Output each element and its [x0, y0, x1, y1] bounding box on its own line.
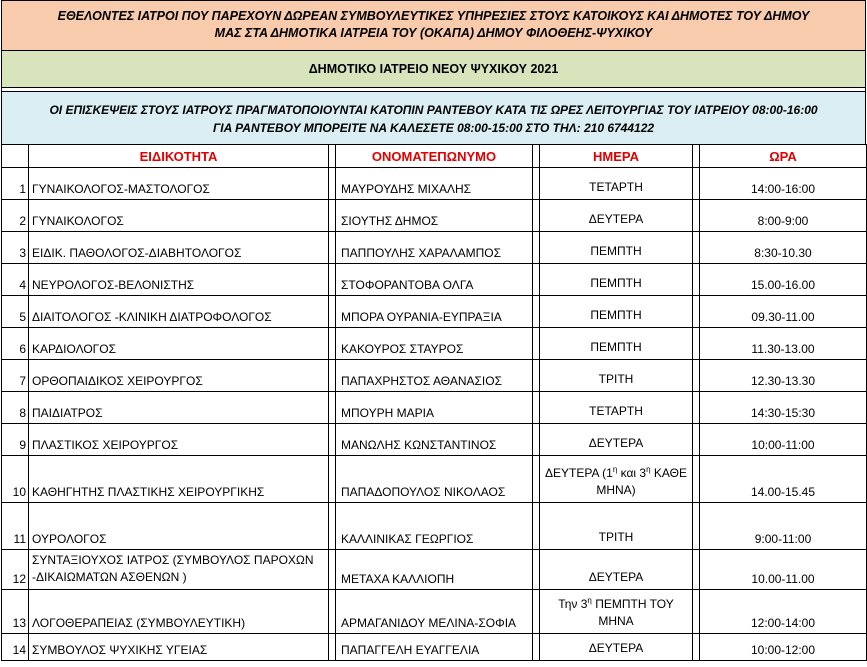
- time-cell[interactable]: 11.30-13.00: [700, 328, 867, 360]
- day-cell[interactable]: ΔΕΥΤΕΡΑ: [540, 550, 693, 590]
- table-header-row: [2, 145, 867, 168]
- col-header-name[interactable]: ΟΝΟΜΑΤΕΠΩΝΥΜΟ: [336, 145, 533, 168]
- name-cell[interactable]: ΜΑΥΡΟΥΔΗΣ ΜΙΧΑΛΗΣ: [336, 168, 533, 200]
- specialty-cell[interactable]: ΣΥΝΤΑΞΙΟΥΧΟΣ ΙΑΤΡΟΣ (ΣΥΜΒΟΥΛΟΣ ΠΑΡΟΧΩΝ -ΔΙΚΑΙΩΜΑΤΩΝ ΑΣΘΕΝΩΝ ): [29, 550, 329, 590]
- time-cell[interactable]: 12.30-13.30: [700, 360, 867, 392]
- row-number[interactable]: 11: [2, 503, 29, 550]
- table-row: [2, 168, 867, 200]
- day-cell[interactable]: ΤΕΤΑΡΤΗ: [540, 392, 693, 424]
- row-number[interactable]: 7: [2, 360, 29, 392]
- day-cell[interactable]: ΤΡΙΤΗ: [540, 360, 693, 392]
- time-cell[interactable]: 9:00-11:00: [700, 503, 867, 550]
- table-row: [2, 456, 867, 503]
- table-row: [2, 424, 867, 456]
- day-cell[interactable]: ΔΕΥΤΕΡΑ ($1^\eta$ και $3^\eta$ ΚΑΘΕ ΜΗΝΑ): [540, 456, 693, 503]
- row-number[interactable]: 9: [2, 424, 29, 456]
- row-number[interactable]: 6: [2, 328, 29, 360]
- name-cell[interactable]: ΚΑΛΛΙΝΙΚΑΣ ΓΕΩΡΓΙΟΣ: [336, 503, 533, 550]
- specialty-cell[interactable]: ΚΑΡΔΙΟΛΟΓΟΣ: [29, 328, 329, 360]
- specialty-cell[interactable]: ΟΥΡΟΛΟΓΟΣ: [29, 503, 329, 550]
- table-row: [2, 392, 867, 424]
- time-cell[interactable]: 10.00-11.00: [700, 550, 867, 590]
- row-number[interactable]: 10: [2, 456, 29, 503]
- row-number[interactable]: 3: [2, 232, 29, 264]
- col-header-day[interactable]: ΗΜΕΡΑ: [540, 145, 693, 168]
- table-row: [2, 590, 867, 634]
- time-cell[interactable]: 8:00-9:00: [700, 200, 867, 232]
- name-cell[interactable]: ΜΠΟΡΑ ΟΥΡΑΝΙΑ-ΕΥΠΡΑΞΙΑ: [336, 296, 533, 328]
- day-cell[interactable]: ΠΕΜΠΤΗ: [540, 296, 693, 328]
- name-cell[interactable]: ΜΕΤΑΧΑ ΚΑΛΛΙΟΠΗ: [336, 550, 533, 590]
- specialty-cell[interactable]: ΠΛΑΣΤΙΚΟΣ ΧΕΙΡΟΥΡΓΟΣ: [29, 424, 329, 456]
- specialty-cell[interactable]: ΠΑΙΔΙΑΤΡΟΣ: [29, 392, 329, 424]
- name-cell[interactable]: ΜΑΝΩΛΗΣ ΚΩΝΣΤΑΝΤΙΝΟΣ: [336, 424, 533, 456]
- specialty-cell[interactable]: ΔΙΑΙΤΟΛΟΓΟΣ -ΚΛΙΝΙΚΗ ΔΙΑΤΡΟΦΟΛΟΓΟΣ: [29, 296, 329, 328]
- day-cell[interactable]: ΠΕΜΠΤΗ: [540, 232, 693, 264]
- row-number[interactable]: 1: [2, 168, 29, 200]
- col-header-specialty[interactable]: ΕΙΔΙΚΟΤΗΤΑ: [29, 145, 329, 168]
- specialty-cell[interactable]: ΛΟΓΟΘΕΡΑΠΕΙΑΣ (ΣΥΜΒΟΥΛΕΥΤΙΚΗ): [29, 590, 329, 634]
- time-cell[interactable]: 8:30-10.30: [700, 232, 867, 264]
- table-row: [2, 296, 867, 328]
- day-cell[interactable]: ΔΕΥΤΕΡΑ: [540, 634, 693, 661]
- day-cell[interactable]: ΔΕΥΤΕΡΑ: [540, 200, 693, 232]
- day-cell[interactable]: ΤΕΤΑΡΤΗ: [540, 168, 693, 200]
- time-cell[interactable]: 10:00-12:00: [700, 634, 867, 661]
- name-cell[interactable]: ΠΑΠΠΟΥΛΗΣ ΧΑΡΑΛΑΜΠΟΣ: [336, 232, 533, 264]
- specialty-cell[interactable]: ΚΑΘΗΓΗΤΗΣ ΠΛΑΣΤΙΚΗΣ ΧΕΙΡΟΥΡΓΙΚΗΣ: [29, 456, 329, 503]
- row-number[interactable]: 8: [2, 392, 29, 424]
- name-cell[interactable]: ΣΙΟΥΤΗΣ ΔΗΜΟΣ: [336, 200, 533, 232]
- header-line-1: ΕΘΕΛΟΝΤΕΣ ΙΑΤΡΟΙ ΠΟΥ ΠΑΡΕΧΟΥΝ ΔΩΡΕΑΝ ΣΥΜΒΟΥΛΕΥΤΙΚΕΣ ΥΠΗΡΕΣΙΕΣ ΣΤΟΥΣ ΚΑΤΟΙΚΟΥΣ ΚΑΙ ΔΗΜΟΤΕΣ ΤΟΥ ΔΗΜΟΥ: [57, 9, 810, 23]
- spreadsheet: [1, 0, 866, 661]
- name-cell[interactable]: ΑΡΜΑΓΑΝΙΔΟΥ ΜΕΛΙΝΑ-ΣΟΦΙΑ: [336, 590, 533, 634]
- name-cell[interactable]: ΠΑΠΑΓΓΕΛΗ ΕΥΑΓΓΕΛΙΑ: [336, 634, 533, 661]
- time-cell[interactable]: 09.30-11.00: [700, 296, 867, 328]
- specialty-cell[interactable]: ΓΥΝΑΙΚΟΛΟΓΟΣ-ΜΑΣΤΟΛΟΓΟΣ: [29, 168, 329, 200]
- day-cell[interactable]: ΔΕΥΤΕΡΑ: [540, 424, 693, 456]
- table-row: [2, 634, 867, 661]
- row-number[interactable]: 5: [2, 296, 29, 328]
- name-cell[interactable]: ΠΑΠΑΔΟΠΟΥΛΟΣ ΝΙΚΟΛΑΟΣ: [336, 456, 533, 503]
- name-cell[interactable]: ΣΤΟΦΟΡΑΝΤΟΒΑ ΟΛΓΑ: [336, 264, 533, 296]
- table-row: [2, 232, 867, 264]
- day-cell[interactable]: Την $3^\eta$ ΠΕΜΠΤΗ ΤΟΥ ΜΗΝΑ: [540, 590, 693, 634]
- specialty-cell[interactable]: ΟΡΘΟΠΑΙΔΙΚΟΣ ΧΕΙΡΟΥΡΓΟΣ: [29, 360, 329, 392]
- table-row: [2, 264, 867, 296]
- table-row: [2, 360, 867, 392]
- header-line-2: ΜΑΣ ΣΤΑ ΔΗΜΟΤΙΚΑ ΙΑΤΡΕΙΑ ΤΟΥ (ΟΚΑΠΑ) ΔΗΜΟΥ ΦΙΛΟΘΕΗΣ-ΨΥΧΙΚΟΥ: [214, 26, 653, 40]
- table-row: [2, 503, 867, 550]
- name-cell[interactable]: ΚΑΚΟΥΡΟΣ ΣΤΑΥΡΟΣ: [336, 328, 533, 360]
- time-cell[interactable]: 10:00-11:00: [700, 424, 867, 456]
- header-banner: [1, 0, 866, 50]
- time-cell[interactable]: 14:30-15:30: [700, 392, 867, 424]
- specialty-cell[interactable]: ΝΕΥΡΟΛΟΓΟΣ-ΒΕΛΟΝΙΣΤΗΣ: [29, 264, 329, 296]
- row-number[interactable]: 13: [2, 590, 29, 634]
- specialty-cell[interactable]: ΕΙΔΙΚ. ΠΑΘΟΛΟΓΟΣ-ΔΙΑΒΗΤΟΛΟΓΟΣ: [29, 232, 329, 264]
- doctors-table: [1, 144, 867, 661]
- col-header-time[interactable]: ΩΡΑ: [700, 145, 867, 168]
- name-cell[interactable]: ΜΠΟΥΡΗ ΜΑΡΙΑ: [336, 392, 533, 424]
- day-cell[interactable]: ΤΡΙΤΗ: [540, 503, 693, 550]
- row-number[interactable]: 14: [2, 634, 29, 661]
- appointment-note: [1, 91, 866, 144]
- day-cell[interactable]: ΠΕΜΠΤΗ: [540, 328, 693, 360]
- note-line-1: ΟΙ ΕΠΙΣΚΕΨΕΙΣ ΣΤΟΥΣ ΙΑΤΡΟΥΣ ΠΡΑΓΜΑΤΟΠΟΙΟΥΝΤΑΙ ΚΑΤΟΠΙΝ ΡΑΝΤΕΒΟΥ ΚΑΤΑ ΤΙΣ ΩΡΕΣ ΛΕΙΤΟΥΡΓΙΑΣ ΤΟΥ ΙΑΤΡΕΙΟΥ 08:00-16:00: [49, 103, 818, 117]
- specialty-cell[interactable]: ΓΥΝΑΙΚΟΛΟΓΟΣ: [29, 200, 329, 232]
- time-cell[interactable]: 14:00-16:00: [700, 168, 867, 200]
- table-row: [2, 550, 867, 590]
- row-number[interactable]: 12: [2, 550, 29, 590]
- table-row: [2, 328, 867, 360]
- row-number[interactable]: 2: [2, 200, 29, 232]
- table-row: [2, 200, 867, 232]
- specialty-cell[interactable]: ΣΥΜΒΟΥΛΟΣ ΨΥΧΙΚΗΣ ΥΓΕΙΑΣ: [29, 634, 329, 661]
- note-line-2: ΓΙΑ ΡΑΝΤΕΒΟΥ ΜΠΟΡΕΙΤΕ ΝΑ ΚΑΛΕΣΕΤΕ 08:00-15:00 ΣΤΟ ΤΗΛ: 210 6744122: [212, 121, 655, 135]
- clinic-title: ΔΗΜΟΤΙΚΟ ΙΑΤΡΕΙΟ ΝΕΟΥ ΨΥΧΙΚΟΥ 2021: [1, 50, 866, 87]
- time-cell[interactable]: 15.00-16.00: [700, 264, 867, 296]
- name-cell[interactable]: ΠΑΠΑΧΡΗΣΤΟΣ ΑΘΑΝΑΣΙΟΣ: [336, 360, 533, 392]
- row-number[interactable]: 4: [2, 264, 29, 296]
- time-cell[interactable]: 12:00-14:00: [700, 590, 867, 634]
- time-cell[interactable]: 14.00-15.45: [700, 456, 867, 503]
- day-cell[interactable]: ΠΕΜΠΤΗ: [540, 264, 693, 296]
